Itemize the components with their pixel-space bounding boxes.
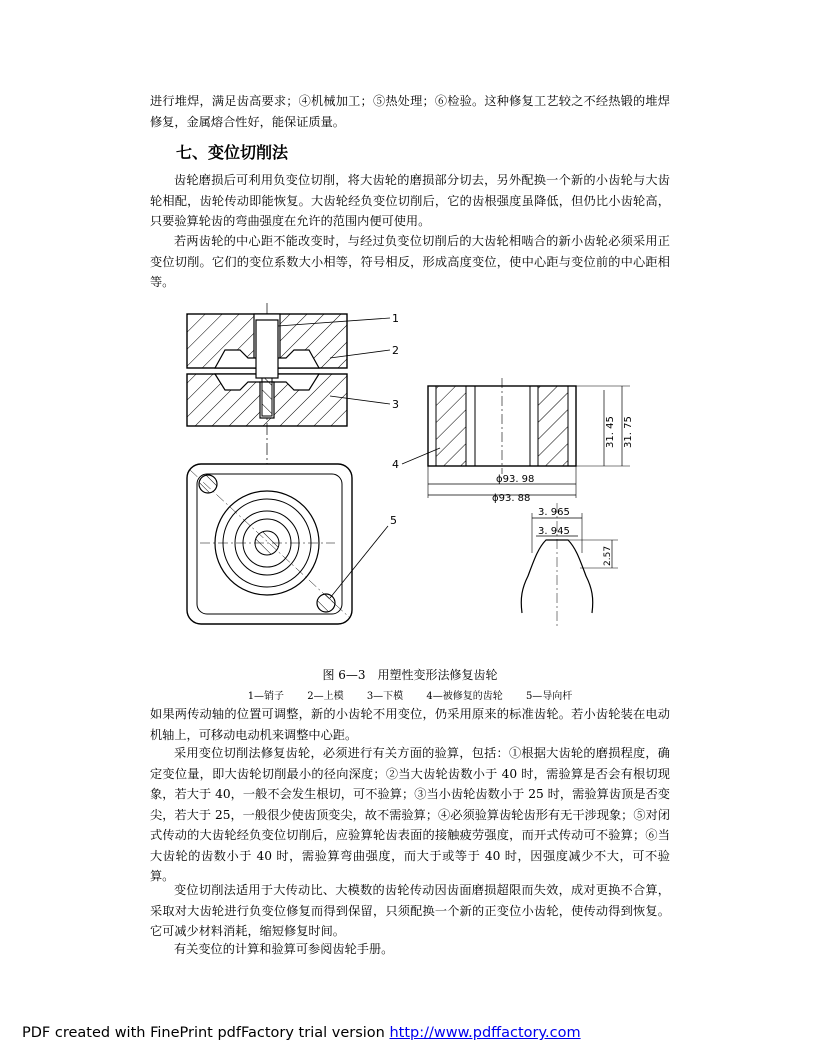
dim-tooth-1: 3. 965 [538, 507, 570, 518]
top-view [187, 464, 352, 624]
label-5: 5 [390, 514, 397, 527]
gear-section [428, 378, 576, 474]
paragraph: 变位切削法适用于大传动比、大模数的齿轮传动因齿面磨损超限而失效，成对更换不合算，采取对大齿轮进行负变位修复而得到保留，只须配换一个新的正变位小齿轮，使传动得到恢复。它可减少材料消耗，缩短修复时间。 [150, 883, 670, 938]
dim-diameter-1: ϕ93. 98 [496, 474, 535, 485]
footer-link[interactable]: http://www.pdffactory.com [389, 1025, 581, 1041]
dim-diameter-2: ϕ93. 88 [492, 493, 531, 504]
legend-item: 3—下模 [366, 691, 404, 702]
legend-item: 4—被修复的齿轮 [426, 691, 503, 702]
dim-tooth-2: 3. 945 [538, 526, 570, 537]
figure-drawing [170, 298, 650, 643]
legend-item: 2—上模 [307, 691, 344, 702]
figure-caption: 图 6—3 用塑性变形法修复齿轮 [322, 668, 498, 682]
dim-tooth-3: 2.57 [603, 545, 613, 566]
label-3: 3 [392, 398, 399, 411]
paragraph: 采用变位切削法修复齿轮，必须进行有关方面的验算，包括：①根据大齿轮的磨损程度，确定变位量，即大齿轮切削最小的径向深度；②当大齿轮齿数小于 40 时，需验算是否会有根切现象，若大于 40，一般不会发生根切，可不验算；③当小齿轮齿数小于 25 时，需验算齿顶是否变尖，若大于 25，一般很少使齿顶变尖，故不需验算；④必须验算齿轮齿形有无干涉现象；⑤对闭式传动的大齿轮经负变位切削后，应验算轮齿表面的接触疲劳强度，而开式传动可不验算；⑥当大齿轮的齿数小于 40 时，需验算弯曲强度，而大于或等于 40 时，因强度减少不大，可不验算。 [150, 746, 670, 883]
legend-item: 5—导向杆 [525, 691, 573, 702]
paragraph: 齿轮磨损后可利用负变位切削，将大齿轮的磨损部分切去，另外配换一个新的小齿轮与大齿轮相配，齿轮传动即能恢复。大齿轮经负变位切削后，它的齿根强度虽降低，但仍比小齿轮高，只要验算轮齿的弯曲强度在允许的范围内便可使用。 [150, 173, 670, 228]
pdf-footer [22, 1025, 581, 1041]
label-4: 4 [392, 458, 399, 471]
paragraph-continuation: 进行堆焊，满足齿高要求；④机械加工；⑤热处理；⑥检验。这种修复工艺较之不经热锻的堆焊修复，金属熔合性好，能保证质量。 [150, 94, 670, 129]
paragraph: 如果两传动轴的位置可调整，新的小齿轮不用变位，仍采用原来的标准齿轮。若小齿轮装在电动机轴上，可移动电动机来调整中心距。 [150, 707, 670, 742]
label-2: 2 [392, 344, 399, 357]
label-1: 1 [392, 312, 399, 325]
dim-height-2: 31. 75 [623, 416, 634, 448]
paragraph: 若两齿轮的中心距不能改变时，与经过负变位切削后的大齿轮相啮合的新小齿轮必须采用正变位切削。它们的变位系数大小相等，符号相反，形成高度变位，使中心距与变位前的中心距相等。 [150, 234, 670, 289]
section-title: 七、变位切削法 [176, 143, 289, 162]
dim-height-1: 31. 45 [605, 416, 616, 448]
footer-text: PDF created with FinePrint pdfFactory trial version [22, 1025, 390, 1041]
paragraph: 有关变位的计算和验算可参阅齿轮手册。 [174, 942, 394, 956]
figure-legend [150, 687, 670, 702]
legend-item: 1—销子 [247, 691, 285, 702]
